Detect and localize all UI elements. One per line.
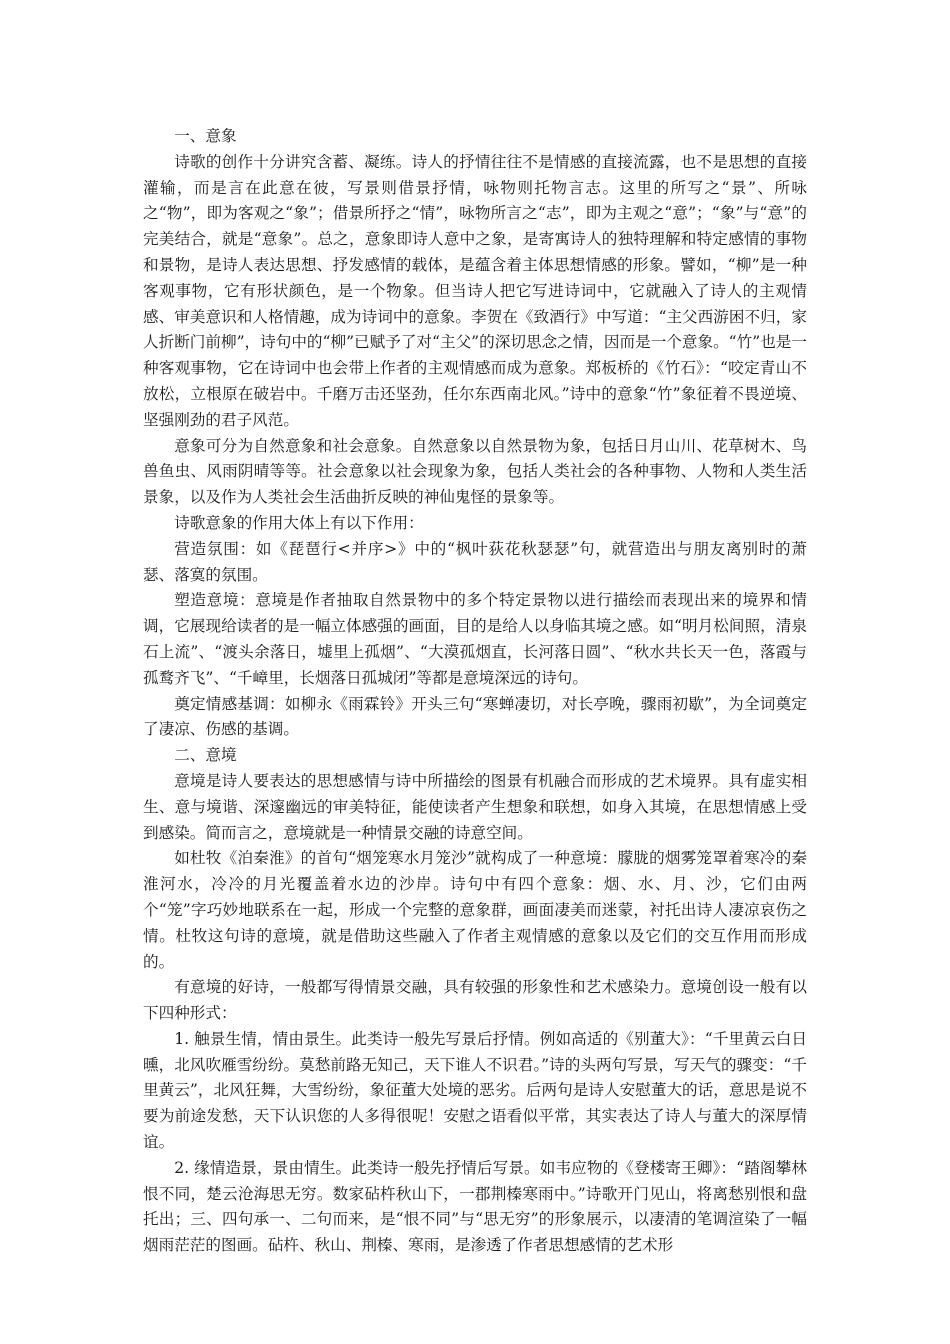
- section-heading-yixiang: 一、意象: [174, 127, 237, 145]
- paragraph: 如杜牧《泊秦淮》的首句“烟笼寒水月笼沙”就构成了一种意境：朦胧的烟雾笼罩着寒冷的秦淮河水，冷冷的月光覆盖着水边的沙岸。诗句中有四个意象：烟、水、月、沙，它们由两个“笼”字巧妙地联系在一起，形成一个完整的意象群，画面凄美而迷蒙，衬托出诗人凄凉哀伤之情。杜牧这句诗的意境，就是借助这些融入了作者主观情感的意象以及它们的交互作用而形成的。: [143, 849, 807, 971]
- paragraph: 2. 缘情造景，景由情生。此类诗一般先抒情后写景。如韦应物的《登楼寄王卿》：“踏阁攀林恨不同，楚云沧海思无穷。数家砧杵秋山下，一郡荆榛寒雨中。”诗歌开门见山，将离愁别恨和盘托出；三、四句承一、二句而来，是“恨不同”与“思无穷”的形象展示，以凄清的笔调渲染了一幅烟雨茫茫的图画。砧杵、秋山、荆榛、寒雨，是渗透了作者思想感情的艺术形: [143, 1158, 807, 1255]
- paragraph: 塑造意境：意境是作者抽取自然景物中的多个特定景物以进行描绘而表现出来的境界和情调，它展现给读者的是一幅立体感强的画面，目的是给人以身临其境之感。如“明月松间照，清泉石上流”、“渡头余落日，墟里上孤烟”、“大漠孤烟直，长河落日圆”、“秋水共长天一色，落霞与孤鹜齐飞”、“千嶂里，长烟落日孤城闭”等都是意境深远的诗句。: [143, 591, 807, 687]
- document-page: [143, 124, 807, 1259]
- paragraph: 营造氛围：如《琵琶行<并序>》中的“枫叶荻花秋瑟瑟”句，就营造出与朋友离别时的萧瑟、落寞的氛围。: [143, 539, 807, 584]
- paragraph: 意境是诗人要表达的思想感情与诗中所描绘的图景有机融合而形成的艺术境界。具有虚实相生、意与境谐、深邃幽远的审美特征，能使读者产生想象和联想，如身入其境，在思想情感上受到感染。简而言之，意境就是一种情景交融的诗意空间。: [143, 771, 807, 842]
- paragraph: 意象可分为自然意象和社会意象。自然意象以自然景物为象，包括日月山川、花草树木、鸟兽鱼虫、风雨阴晴等等。社会意象以社会现象为象，包括人类社会的各种事物、人物和人类生活景象，以及作为人类社会生活曲折反映的神仙鬼怪的景象等。: [143, 436, 807, 507]
- paragraph: 奠定情感基调：如柳永《雨霖铃》开头三句“寒蝉凄切，对长亭晚，骤雨初歇”，为全词奠定了凄凉、伤感的基调。: [143, 694, 807, 739]
- paragraph: 1. 触景生情，情由景生。此类诗一般先写景后抒情。例如高适的《别董大》：“千里黄云白日曛，北风吹雁雪纷纷。莫愁前路无知己，天下谁人不识君。”诗的头两句写景，写天气的骤变：“千里黄云”，北风狂舞，大雪纷纷，象征董大处境的恶劣。后两句是诗人安慰董大的话，意思是说不要为前途发愁，天下认识您的人多得很呢！安慰之语看似平常，其实表达了诗人与董大的深厚情谊。: [143, 1029, 807, 1152]
- paragraph: 诗歌的创作十分讲究含蓄、凝练。诗人的抒情往往不是情感的直接流露，也不是思想的直接灌输，而是言在此意在彼，写景则借景抒情，咏物则托物言志。这里的所写之“景”、所咏之“物”，即为客观之“象”；借景所抒之“情”，咏物所言之“志”，即为主观之“意”；“象”与“意”的完美结合，就是“意象”。总之，意象即诗人意中之象，是寄寓诗人的独特理解和特定感情的事物和景物，是诗人表达思想、抒发感情的载体，是蕴含着主体思想情感的形象。譬如，“柳”是一种客观事物，它有形状颜色，是一个物象。但当诗人把它写进诗词中，它就融入了诗人的主观情感、审美意识和人格情趣，成为诗词中的意象。李贺在《致酒行》中写道：“主父西游困不归，家人折断门前柳”，诗句中的“柳”已赋予了对“主父”的深切思念之情，因而是一个意象。“竹”也是一种客观事物，它在诗词中也会带上作者的主观情感而成为意象。郑板桥的《竹石》：“咬定青山不放松，立根原在破岩中。千磨万击还坚劲，任尔东西南北风。”诗中的意象“竹”象征着不畏逆境、坚强刚劲的君子风范。: [143, 152, 807, 429]
- paragraph: 有意境的好诗，一般都写得情景交融，具有较强的形象性和艺术感染力。意境创设一般有以下四种形式：: [143, 978, 807, 1023]
- paragraph: 诗歌意象的作用大体上有以下作用：: [174, 513, 424, 532]
- section-heading-yijing: 二、意境: [174, 746, 237, 765]
